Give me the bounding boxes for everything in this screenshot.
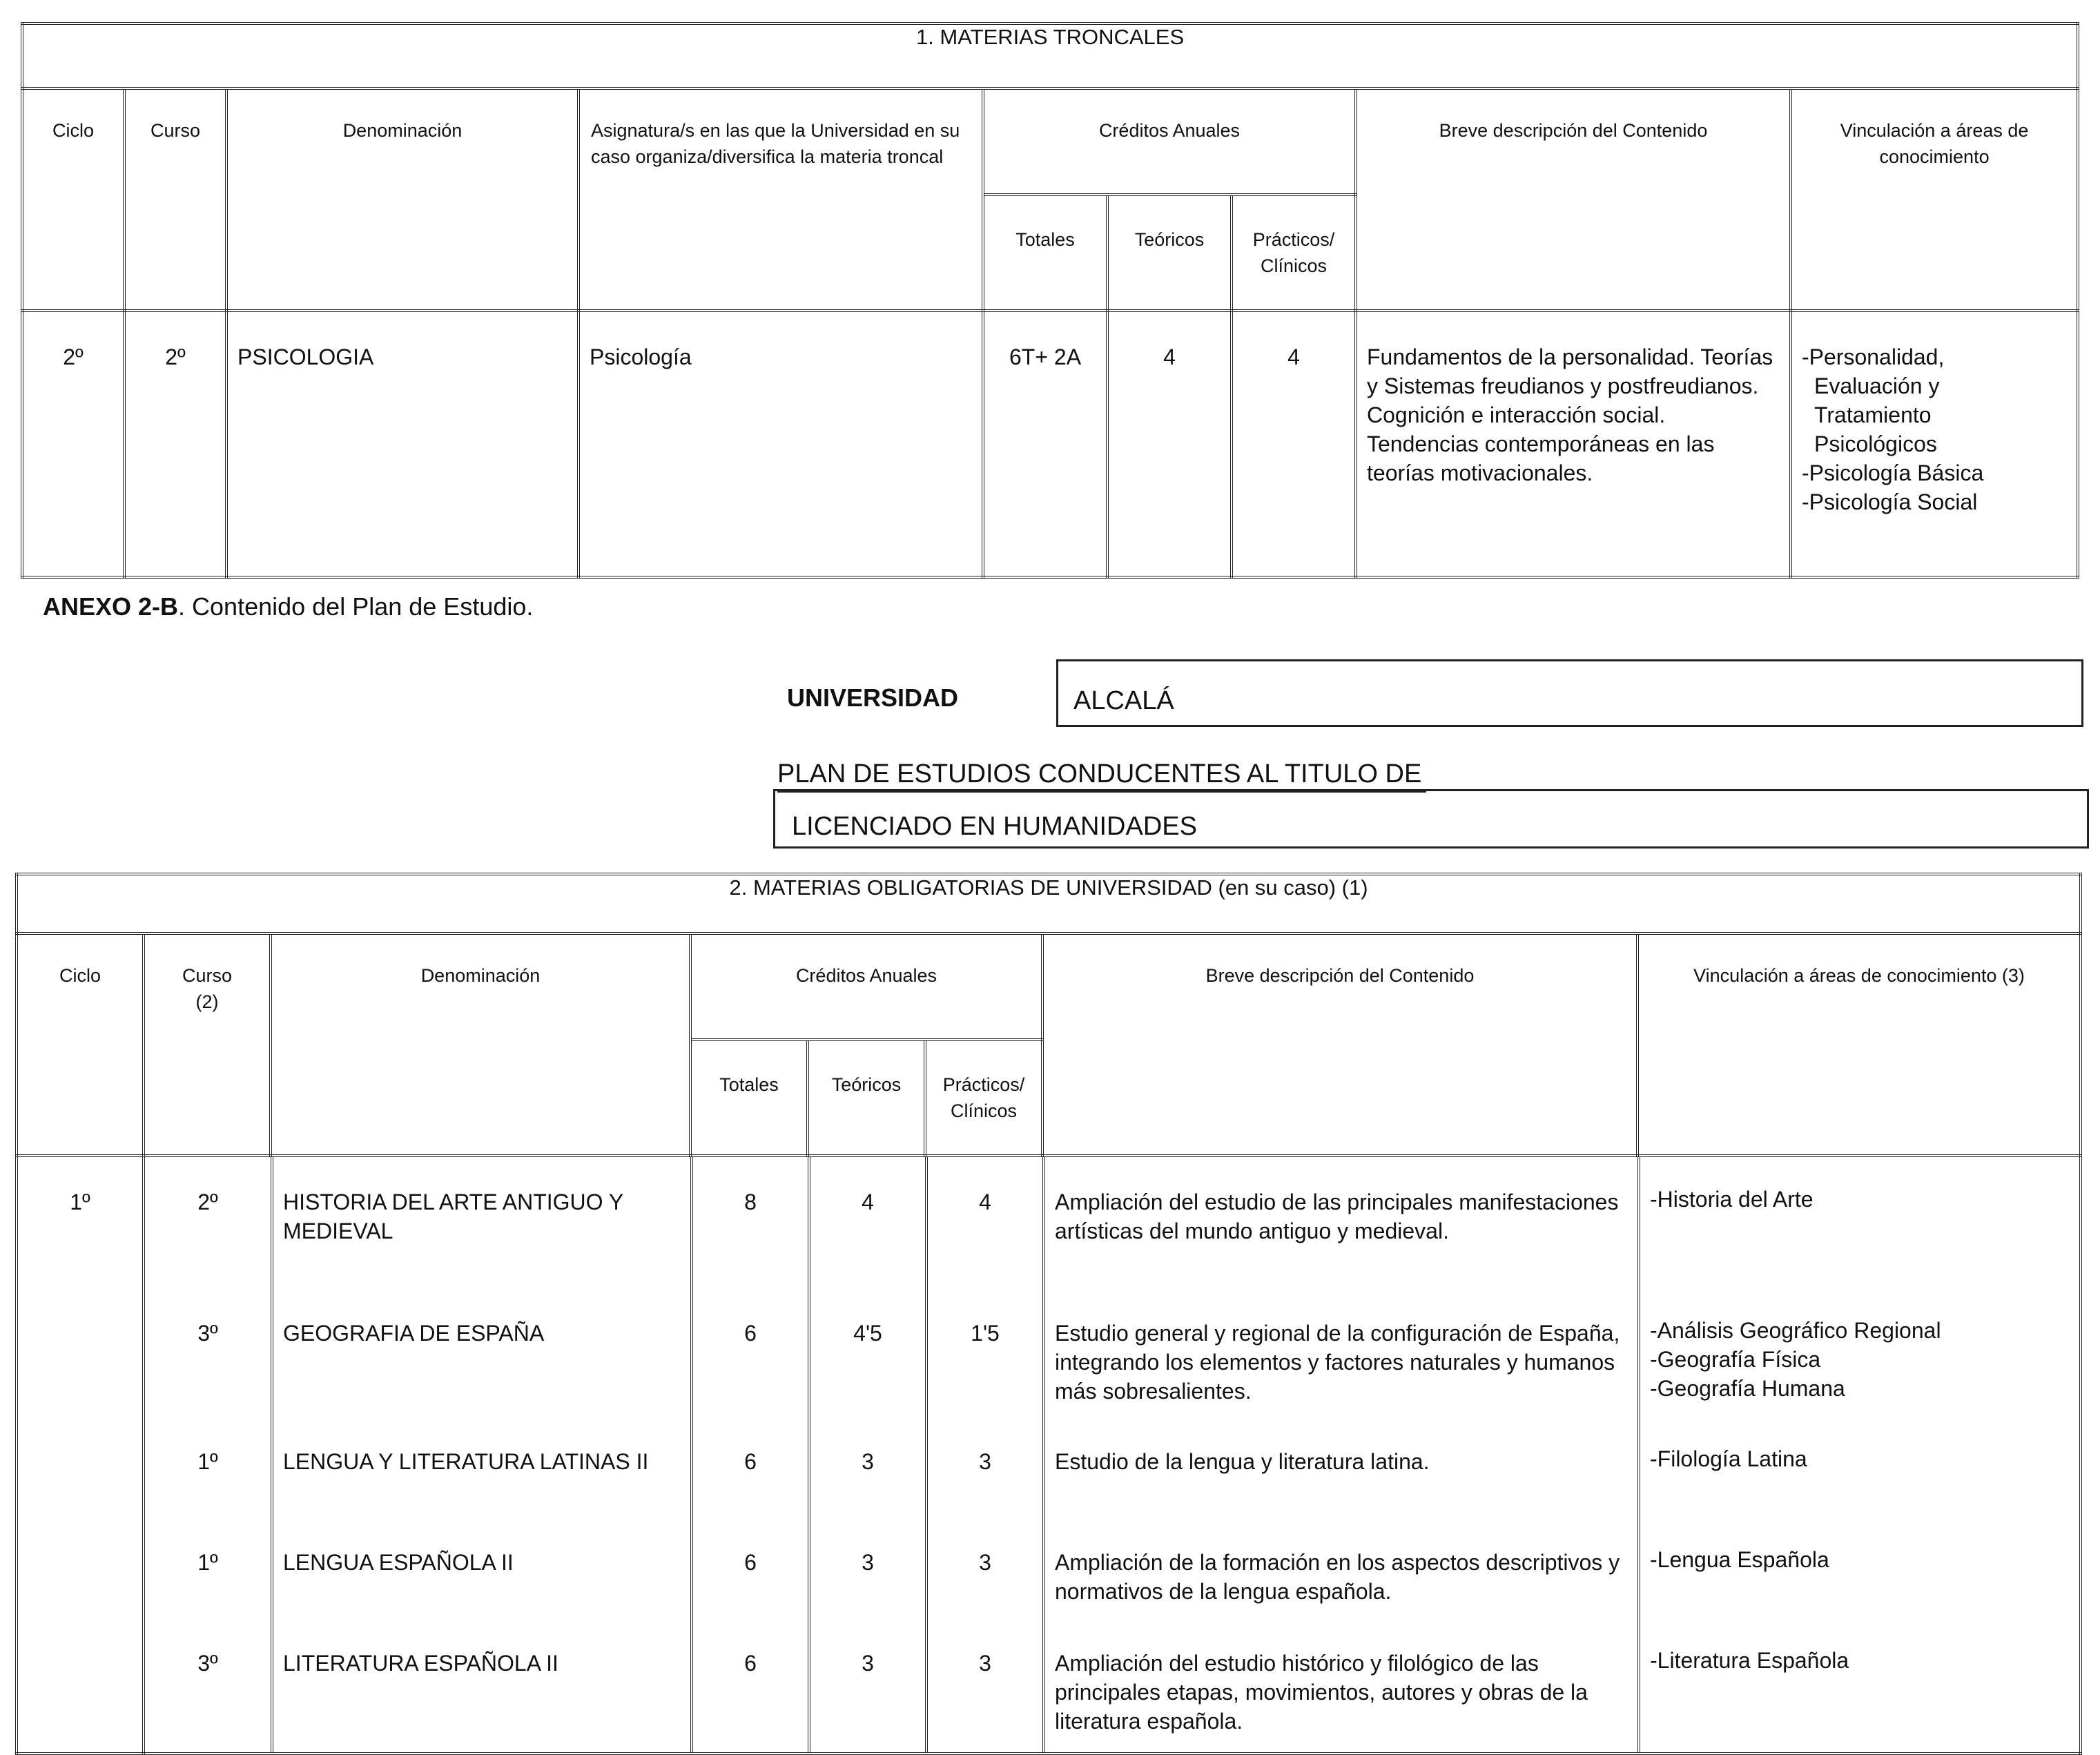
table-row: [145, 1157, 2082, 1306]
cell-denominacion: LITERATURA ESPAÑOLA II: [272, 1636, 692, 1752]
table1-title: 1. MATERIAS TRONCALES: [22, 23, 2078, 88]
header-descripcion: Breve descripción del Contenido: [1042, 933, 1637, 1156]
cell-curso: 1º: [145, 1535, 272, 1636]
plan-value: LICENCIADO EN HUMANIDADES: [792, 812, 1197, 841]
area-item: Psicológicos: [1814, 432, 1937, 456]
table-materias-obligatorias: [15, 873, 2082, 1755]
area-item: Tratamiento: [1814, 403, 1932, 427]
cell-descripcion: Ampliación de la formación en los aspectos descriptivos y normativos de la lengua española.: [1044, 1535, 1639, 1636]
cell-totales: 6T+ 2A: [983, 311, 1107, 577]
cell-denominacion: GEOGRAFIA DE ESPAÑA: [272, 1306, 692, 1435]
header-ciclo: Ciclo: [17, 933, 144, 1156]
plan-box: [773, 789, 2089, 849]
universidad-value: ALCALÁ: [1073, 686, 1174, 715]
cell-descripcion: Estudio de la lengua y literatura latina.: [1044, 1435, 1639, 1535]
header-ciclo: Ciclo: [22, 88, 124, 311]
header-descripcion: Breve descripción del Contenido: [1356, 88, 1791, 311]
cell-descripcion: Fundamentos de la personalidad. Teorías y Sistemas freudianos y postfreudianos. Cognición e interacción social. Tendencias contemporáneas en las teorías motivacionales.: [1356, 311, 1791, 577]
universidad-box: [1056, 659, 2083, 727]
cell-totales: 6: [692, 1435, 809, 1535]
universidad-label: UNIVERSIDAD: [787, 683, 959, 712]
table-body: [17, 1156, 2081, 1754]
header-totales: Totales: [983, 195, 1107, 311]
cell-areas: [1639, 1636, 2082, 1752]
cell-areas: [1639, 1435, 2082, 1535]
cell-denominacion: LENGUA Y LITERATURA LATINAS II: [272, 1435, 692, 1535]
area-item: -Personalidad,: [1802, 345, 1945, 369]
area-item: -Literatura Española: [1650, 1648, 1849, 1673]
cell-teoricos: 4: [809, 1157, 926, 1306]
annex-label-rest: . Contenido del Plan de Estudio.: [178, 592, 534, 621]
header-curso: Curso (2): [144, 933, 271, 1156]
area-item: -Análisis Geográfico Regional: [1650, 1318, 1941, 1343]
annex-label: ANEXO 2-B: [43, 592, 179, 621]
area-item: -Geografía Física: [1650, 1347, 1821, 1372]
table-materias-troncales: [21, 22, 2079, 579]
cell-totales: 6: [692, 1535, 809, 1636]
cell-practicos: 3: [926, 1636, 1044, 1752]
cell-practicos: 4: [926, 1157, 1044, 1306]
header-teoricos: Teóricos: [1107, 195, 1232, 311]
cell-practicos: 3: [926, 1535, 1044, 1636]
cell-asignatura: Psicología: [579, 311, 983, 577]
cell-areas: [1639, 1306, 2082, 1435]
annex-heading: [43, 592, 533, 621]
header-curso: Curso: [124, 88, 226, 311]
rows-container: [144, 1156, 2081, 1754]
cell-curso: 2º: [145, 1157, 272, 1306]
area-item: -Psicología Social: [1802, 489, 1978, 514]
header-creditos: Créditos Anuales: [690, 933, 1042, 1040]
header-teoricos: Teóricos: [808, 1040, 925, 1156]
header-totales: Totales: [690, 1040, 808, 1156]
area-item: -Lengua Española: [1650, 1547, 1829, 1572]
header-denominacion: Denominación: [271, 933, 690, 1156]
cell-practicos: 3: [926, 1435, 1044, 1535]
cell-areas: [1639, 1535, 2082, 1636]
area-item: -Historia del Arte: [1650, 1187, 1814, 1212]
table-row: [145, 1306, 2082, 1435]
cell-denominacion: HISTORIA DEL ARTE ANTIGUO Y MEDIEVAL: [272, 1157, 692, 1306]
cell-curso: 1º: [145, 1435, 272, 1535]
cell-areas: [1639, 1157, 2082, 1306]
cell-ciclo: 2º: [22, 311, 124, 577]
cell-curso: 3º: [145, 1636, 272, 1752]
area-item: -Psicología Básica: [1802, 460, 1984, 485]
header-vinculacion: Vinculación a áreas de conocimiento: [1791, 88, 2078, 311]
cell-ciclo: 1º: [17, 1156, 144, 1754]
cell-practicos: 1'5: [926, 1306, 1044, 1435]
plan-label: PLAN DE ESTUDIOS CONDUCENTES AL TITULO DE: [777, 759, 1426, 793]
cell-teoricos: 3: [809, 1535, 926, 1636]
table-row: [145, 1636, 2082, 1752]
area-item: -Filología Latina: [1650, 1446, 1807, 1471]
cell-teoricos: 3: [809, 1636, 926, 1752]
header-denominacion: Denominación: [226, 88, 579, 311]
cell-curso: 3º: [145, 1306, 272, 1435]
table-row: [22, 311, 2078, 577]
area-item: Evaluación y: [1814, 374, 1940, 398]
cell-descripcion: Ampliación del estudio de las principales manifestaciones artísticas del mundo antiguo y medieval.: [1044, 1157, 1639, 1306]
cell-denominacion: LENGUA ESPAÑOLA II: [272, 1535, 692, 1636]
header-practicos: Prácticos/ Clínicos: [925, 1040, 1042, 1156]
cell-descripcion: Estudio general y regional de la configuración de España, integrando los elementos y factores naturales y humanos más sobresalientes.: [1044, 1306, 1639, 1435]
cell-totales: 6: [692, 1636, 809, 1752]
cell-curso: 2º: [124, 311, 226, 577]
cell-totales: 6: [692, 1306, 809, 1435]
cell-teoricos: 3: [809, 1435, 926, 1535]
cell-areas: [1791, 311, 2078, 577]
header-practicos: Prácticos/ Clínicos: [1232, 195, 1356, 311]
header-creditos: Créditos Anuales: [983, 88, 1356, 195]
cell-denominacion: PSICOLOGIA: [226, 311, 579, 577]
table2-title: 2. MATERIAS OBLIGATORIAS DE UNIVERSIDAD (en su caso) (1): [17, 874, 2081, 933]
cell-totales: 8: [692, 1157, 809, 1306]
cell-teoricos: 4: [1107, 311, 1232, 577]
table-row: [145, 1535, 2082, 1636]
cell-descripcion: Ampliación del estudio histórico y filológico de las principales etapas, movimientos, autores y obras de la literatura española.: [1044, 1636, 1639, 1752]
table-row: [145, 1435, 2082, 1535]
cell-practicos: 4: [1232, 311, 1356, 577]
area-item: -Geografía Humana: [1650, 1376, 1845, 1401]
header-asignatura: Asignatura/s en las que la Universidad en su caso organiza/diversifica la materia troncal: [579, 88, 983, 311]
header-vinculacion: Vinculación a áreas de conocimiento (3): [1637, 933, 2081, 1156]
cell-teoricos: 4'5: [809, 1306, 926, 1435]
rows-table: [145, 1157, 2082, 1752]
